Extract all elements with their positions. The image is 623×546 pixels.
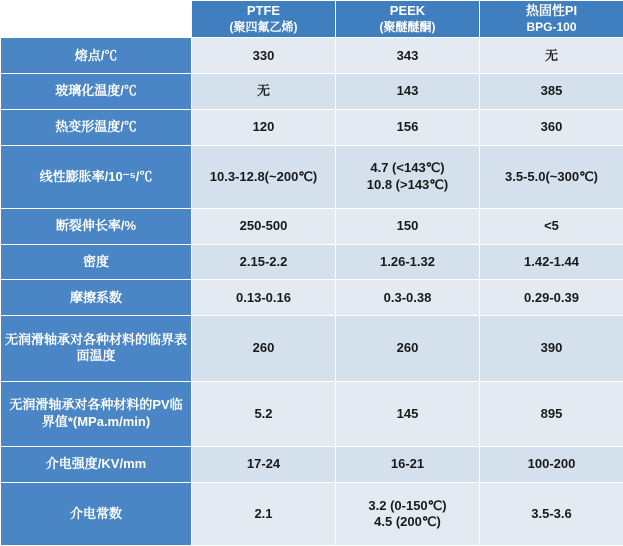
cell-dielectric-strength-peek: 16-21 [336, 446, 480, 482]
row-label-critical-pv: 无润滑轴承对各种材料的PV临界值*(MPa.m/min) [1, 381, 192, 446]
table-row [1, 38, 623, 74]
table-row [1, 280, 623, 316]
column-header-pi-name: 热固性PI [525, 3, 578, 18]
cell-melting-point-peek: 343 [336, 38, 480, 74]
table-row [1, 145, 623, 208]
table-header-row [1, 1, 623, 38]
cell-linear-expansion-peek [336, 145, 480, 208]
cell-heat-deflection-pi: 360 [480, 109, 623, 145]
cell-linear-expansion-pi [480, 145, 623, 208]
row-label-elongation-at-break: 断裂伸长率/% [1, 208, 192, 244]
cell-dielectric-strength-ptfe: 17-24 [192, 446, 336, 482]
cell-text: 10.8 (>143℃) [366, 176, 449, 192]
cell-dielectric-constant-peek [336, 482, 480, 545]
cell-dielectric-constant-pi: 3.5-3.6 [480, 482, 623, 545]
column-header-pi-sub: BPG-100 [526, 20, 577, 35]
column-header-peek-name: PEEK [389, 3, 426, 18]
row-label-friction-coefficient: 摩擦系数 [1, 280, 192, 316]
cell-density-peek: 1.26-1.32 [336, 244, 480, 280]
row-label-density: 密度 [1, 244, 192, 280]
row-label-dielectric-strength: 介电强度/KV/mm [1, 446, 192, 482]
cell-critical-pv-ptfe: 5.2 [192, 381, 336, 446]
table-row [1, 446, 623, 482]
table-body [1, 38, 623, 546]
cell-friction-ptfe: 0.13-0.16 [192, 280, 336, 316]
cell-glass-transition-peek: 143 [336, 74, 480, 110]
row-label-glass-transition: 玻璃化温度/℃ [1, 74, 192, 110]
cell-text: 3.2 (0-150℃) [368, 497, 447, 513]
row-label-melting-point: 熔点/℃ [1, 38, 192, 74]
table-corner-cell [1, 1, 192, 38]
table-row [1, 381, 623, 446]
column-header-ptfe-sub: (聚四氟乙烯) [229, 20, 298, 35]
cell-glass-transition-pi: 385 [480, 74, 623, 110]
column-header-ptfe [192, 1, 336, 38]
cell-glass-transition-ptfe: 无 [192, 74, 336, 110]
table-row [1, 109, 623, 145]
cell-text: 4.5 (200℃) [374, 513, 441, 529]
table-row [1, 208, 623, 244]
cell-density-ptfe: 2.15-2.2 [192, 244, 336, 280]
column-header-ptfe-name: PTFE [246, 3, 281, 18]
cell-critical-surface-temp-peek: 260 [336, 316, 480, 381]
row-label-critical-surface-temp: 无润滑轴承对各种材料的临界表面温度 [1, 316, 192, 381]
cell-dielectric-strength-pi: 100-200 [480, 446, 623, 482]
cell-text: 3.5-5.0(~300℃) [504, 168, 598, 184]
cell-elongation-pi: <5 [480, 208, 623, 244]
cell-heat-deflection-peek: 156 [336, 109, 480, 145]
table-row [1, 74, 623, 110]
cell-text: 4.7 (<143℃) [370, 160, 445, 176]
cell-friction-peek: 0.3-0.38 [336, 280, 480, 316]
cell-dielectric-constant-ptfe: 2.1 [192, 482, 336, 545]
row-label-dielectric-constant: 介电常数 [1, 482, 192, 545]
cell-critical-pv-pi: 895 [480, 381, 623, 446]
row-label-linear-expansion: 线性膨胀率/10⁻⁵/℃ [1, 145, 192, 208]
cell-heat-deflection-ptfe: 120 [192, 109, 336, 145]
cell-elongation-peek: 150 [336, 208, 480, 244]
table-row [1, 316, 623, 381]
column-header-peek-sub: (聚醚醚酮) [379, 20, 436, 35]
cell-density-pi: 1.42-1.44 [480, 244, 623, 280]
row-label-heat-deflection: 热变形温度/℃ [1, 109, 192, 145]
cell-text: 10.3-12.8(~200℃) [209, 168, 318, 184]
table-row [1, 244, 623, 280]
cell-linear-expansion-ptfe [192, 145, 336, 208]
cell-elongation-ptfe: 250-500 [192, 208, 336, 244]
cell-critical-pv-peek: 145 [336, 381, 480, 446]
column-header-peek [336, 1, 480, 38]
cell-friction-pi: 0.29-0.39 [480, 280, 623, 316]
cell-critical-surface-temp-ptfe: 260 [192, 316, 336, 381]
cell-melting-point-ptfe: 330 [192, 38, 336, 74]
table-row [1, 482, 623, 545]
column-header-pi [480, 1, 623, 38]
cell-critical-surface-temp-pi: 390 [480, 316, 623, 381]
cell-melting-point-pi: 无 [480, 38, 623, 74]
